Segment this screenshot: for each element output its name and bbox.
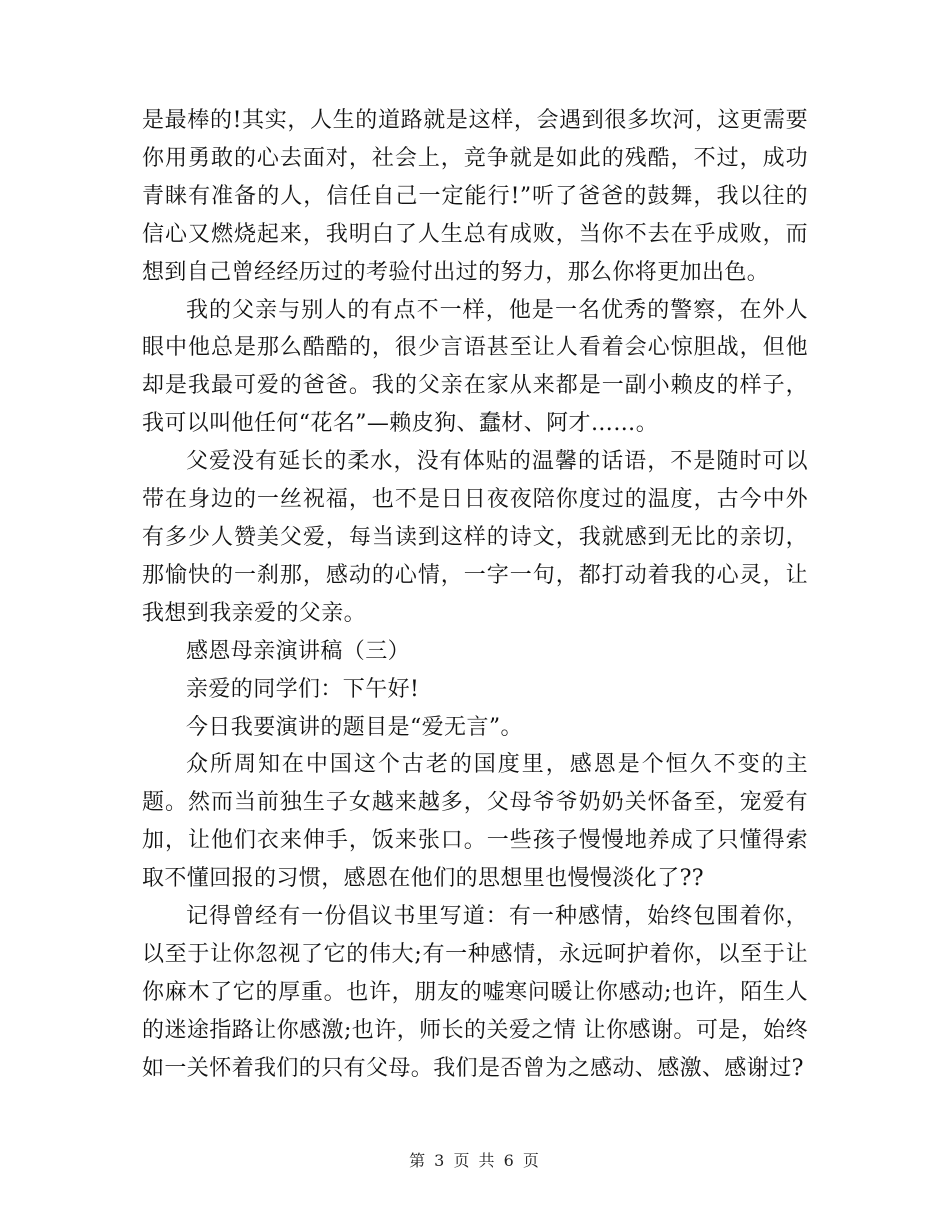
paragraph: 父爱没有延长的柔水，没有体贴的温馨的话语，不是随时可以带在身边的一丝祝福，也不是日日夜夜陪你度过的温度，古今中外有多少人赞美父爱，每当读到这样的诗文，我就感到无比的亲切，那愉快的一刹那，感动的心情，一字一句，都打动着我的心灵，让我想到我亲爱的父亲。 [142,449,808,626]
paragraph: 是最棒的!其实，人生的道路就是这样，会遇到很多坎河，这更需要你用勇敢的心去面对，社会上，竞争就是如此的残酷，不过，成功青睐有准备的人，信任自己一定能行!”听了爸爸的鼓舞，我以往的信心又燃烧起来，我明白了人生总有成败，当你不去在乎成败，而想到自己曾经经历过的考验付出过的努力，那么你将更加出色。 [142,108,808,285]
document-body [142,102,808,1088]
section-heading: 感恩母亲演讲稿（三） [186,638,411,664]
page-number-footer: 第 3 页 共 6 页 [409,1151,541,1170]
paragraph: 今日我要演讲的题目是“爱无言”。 [186,714,523,740]
greeting: 亲爱的同学们：下午好! [186,676,420,702]
paragraph: 众所周知在中国这个古老的国度里，感恩是个恒久不变的主题。然而当前独生子女越来越多，父母爷爷奶奶关怀备至，宠爱有加，让他们衣来伸手，饭来张口。一些孩子慢慢地养成了只懂得索取不懂回报的习惯，感恩在他们的思想里也慢慢淡化了?? [142,752,808,892]
paragraph: 我的父亲与别人的有点不一样，他是一名优秀的警察，在外人眼中他总是那么酷酷的，很少言语甚至让人看着会心惊胆战，但他却是我最可爱的爸爸。我的父亲在家从来都是一副小赖皮的样子，我可以叫他任何“花名”—赖皮狗、蠢材、阿才……。 [142,297,808,437]
paragraph: 记得曾经有一份倡议书里写道：有一种感情，始终包围着你，以至于让你忽视了它的伟大;有一种感情，永远呵护着你，以至于让你麻木了它的厚重。也许，朋友的嘘寒问暖让你感动;也许，陌生人的迷途指路让你感激;也许，师长的关爱之情 让你感谢。可是，始终如一关怀着我们的只有父母。我们是否曾为之感动、感激、感谢过? [142,904,808,1081]
